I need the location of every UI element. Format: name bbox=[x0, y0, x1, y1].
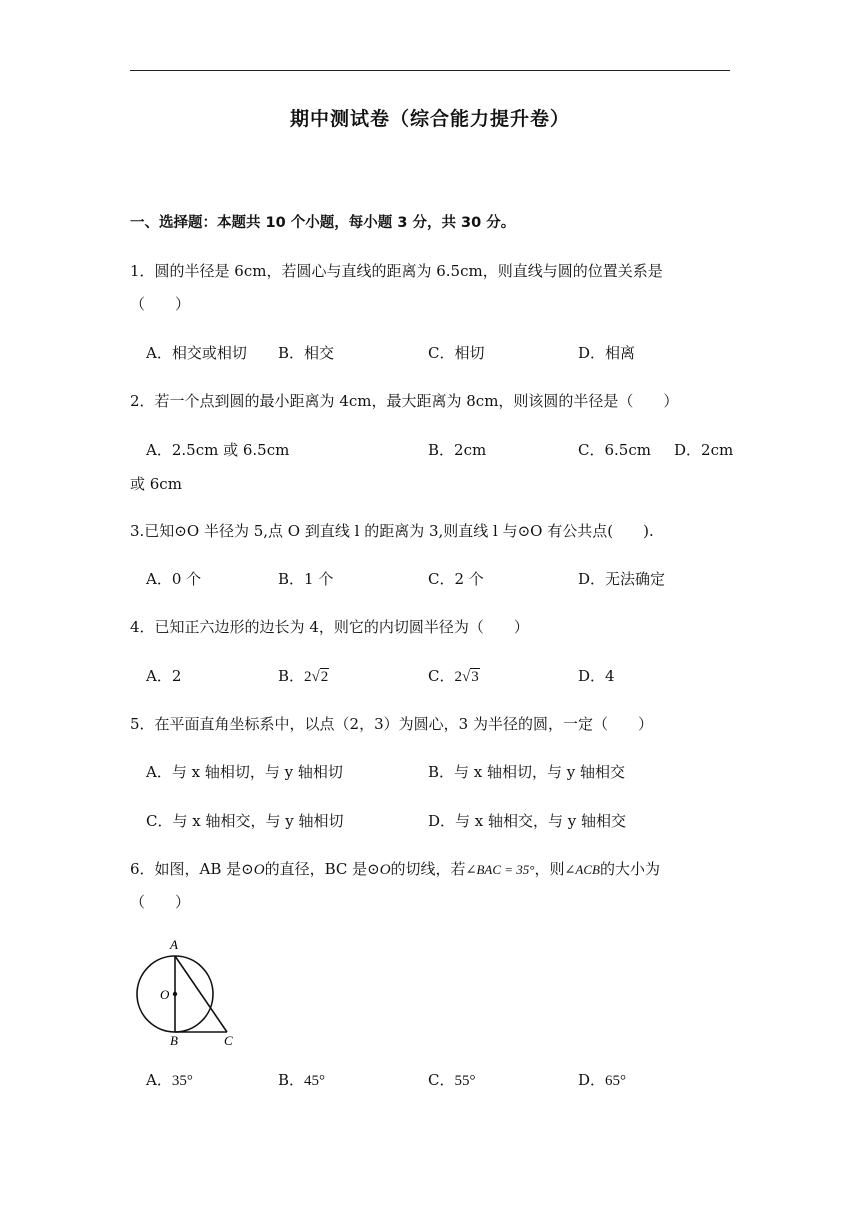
question-5-stem: 5．在平面直角坐标系中，以点（2，3）为圆心，3 为半径的圆，一定（ ） bbox=[130, 715, 653, 733]
option-b[interactable]: B．2cm bbox=[428, 441, 487, 459]
question-4-stem: 4．已知正六边形的边长为 4，则它的内切圆半径为（ ） bbox=[130, 618, 529, 636]
option-value: 45° bbox=[304, 1073, 326, 1089]
question-1-paren: （ ） bbox=[130, 295, 191, 313]
circle-tangent-figure bbox=[128, 935, 240, 1047]
question-3-options bbox=[146, 569, 746, 589]
option-c[interactable]: C．2 个 bbox=[428, 570, 484, 588]
option-c[interactable] bbox=[428, 666, 480, 687]
option-value: 55° bbox=[454, 1073, 476, 1089]
question-1-stem: 1．圆的半径是 6cm，若圆心与直线的距离为 6.5cm，则直线与圆的位置关系是 bbox=[130, 262, 663, 280]
circle-symbol: ⊙O bbox=[367, 862, 391, 878]
coefficient: 2 bbox=[454, 669, 462, 685]
option-value: 65° bbox=[605, 1073, 627, 1089]
option-a[interactable]: A．0 个 bbox=[146, 570, 202, 588]
stem-text: 的直径，BC 是 bbox=[264, 860, 368, 878]
option-value: 35° bbox=[171, 1073, 193, 1089]
option-b[interactable]: B．相交 bbox=[278, 344, 335, 362]
question-6-options bbox=[146, 1070, 746, 1090]
option-a[interactable]: A．与 x 轴相切，与 y 轴相切 bbox=[146, 763, 343, 781]
header-rule bbox=[130, 70, 730, 71]
option-math: 2√3 bbox=[454, 669, 479, 685]
radicand: 2 bbox=[320, 669, 329, 685]
question-5-options-row2 bbox=[146, 811, 746, 831]
page-title: 期中测试卷（综合能力提升卷） bbox=[289, 108, 570, 130]
coefficient: 2 bbox=[304, 669, 312, 685]
question-2-options bbox=[146, 440, 746, 460]
radicand: 3 bbox=[471, 669, 479, 685]
angle-expression: ∠ACB bbox=[564, 862, 600, 877]
label-o: O bbox=[160, 987, 170, 1002]
option-b[interactable]: B．1 个 bbox=[278, 570, 334, 588]
option-label: C． bbox=[428, 667, 455, 685]
label-b: B bbox=[170, 1033, 178, 1047]
option-d[interactable] bbox=[578, 1070, 626, 1091]
question-6-paren: （ ） bbox=[130, 893, 191, 911]
option-a[interactable]: A．2.5cm 或 6.5cm bbox=[146, 441, 290, 459]
question-3-stem: 3.已知⊙O 半径为 5,点 O 到直线 l 的距离为 3,则直线 l 与⊙O 有公共点( ). bbox=[130, 522, 654, 540]
option-label: C． bbox=[428, 1071, 455, 1089]
stem-text: 的切线，若 bbox=[390, 860, 466, 878]
question-1-options bbox=[146, 343, 746, 363]
option-d[interactable]: D．4 bbox=[578, 667, 615, 685]
option-label: A． bbox=[146, 1071, 172, 1089]
option-math: 2√2 bbox=[304, 669, 329, 685]
section-heading: 一、选择题：本题共 10 个小题，每小题 3 分，共 30 分。 bbox=[130, 215, 516, 231]
option-d[interactable]: D．相离 bbox=[578, 344, 636, 362]
option-d[interactable]: D．无法确定 bbox=[578, 570, 666, 588]
option-label: B． bbox=[278, 1071, 305, 1089]
circle-symbol: ⊙O bbox=[241, 862, 265, 878]
option-b[interactable]: B．与 x 轴相切，与 y 轴相交 bbox=[428, 763, 626, 781]
option-d[interactable]: D．与 x 轴相交，与 y 轴相交 bbox=[428, 812, 627, 830]
angle-expression: ∠BAC = 35° bbox=[465, 862, 535, 877]
stem-text: 6．如图，AB 是 bbox=[130, 860, 242, 878]
question-2-stem: 2．若一个点到圆的最小距离为 4cm，最大距离为 8cm，则该圆的半径是（ ） bbox=[130, 392, 679, 410]
option-c[interactable]: C．与 x 轴相交，与 y 轴相切 bbox=[146, 812, 344, 830]
option-b[interactable] bbox=[278, 666, 329, 687]
question-5-options-row1 bbox=[146, 762, 746, 782]
label-a: A bbox=[170, 937, 178, 952]
question-4-options bbox=[146, 666, 746, 686]
label-c: C bbox=[224, 1033, 233, 1047]
question-2-option-wrap: 或 6cm bbox=[130, 475, 182, 493]
option-label: D． bbox=[578, 1071, 606, 1089]
segment-ac bbox=[175, 956, 227, 1032]
option-b[interactable] bbox=[278, 1070, 325, 1091]
option-label: B． bbox=[278, 667, 305, 685]
option-c[interactable]: C．相切 bbox=[428, 344, 485, 362]
option-d[interactable]: D．2cm bbox=[674, 441, 734, 459]
option-c[interactable] bbox=[428, 1070, 475, 1091]
stem-text: 的大小为 bbox=[599, 860, 660, 878]
center-point bbox=[173, 992, 177, 996]
option-a[interactable]: A．2 bbox=[146, 667, 182, 685]
option-a[interactable]: A．相交或相切 bbox=[146, 344, 247, 362]
stem-text: ，则 bbox=[534, 860, 565, 878]
option-c[interactable]: C．6.5cm bbox=[578, 441, 651, 459]
question-6-stem bbox=[130, 859, 660, 880]
option-a[interactable] bbox=[146, 1070, 193, 1091]
